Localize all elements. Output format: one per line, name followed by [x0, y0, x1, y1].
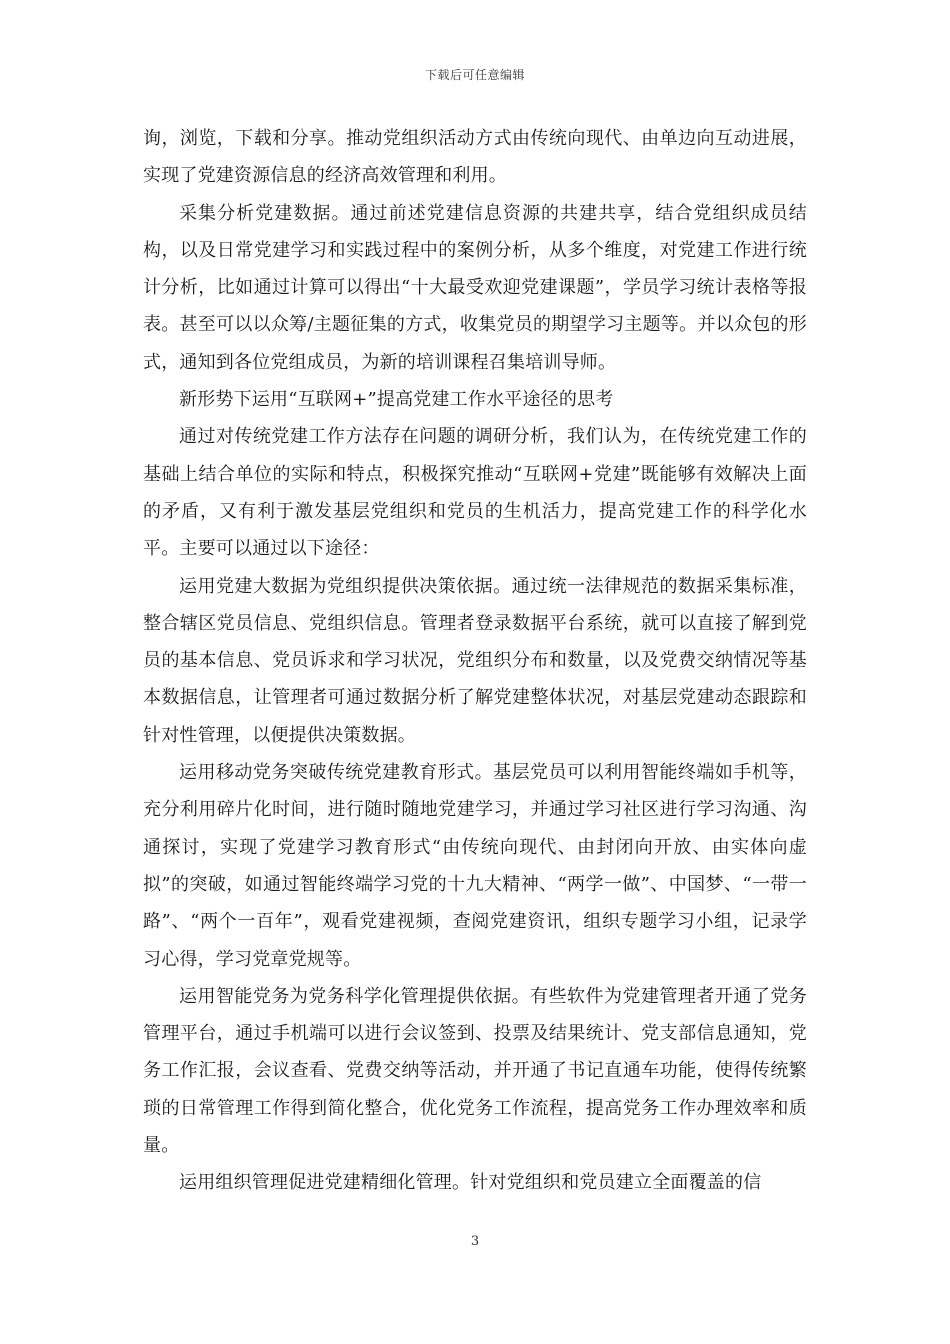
paragraph-continuation: 询，浏览，下载和分享。推动党组织活动方式由传统向现代、由单边向互动进展，实现了党建资源信息的经济高效管理和利用。 — [143, 128, 807, 187]
paragraph-data-analysis: 采集分析党建数据。通过前述党建信息资源的共建共享，结合党组织成员结构，以及日常党建学习和实践过程中的案例分析，从多个维度，对党建工作进行统计分析，比如通过计算可以得出“十大最受欢迎党建课题”，学员学习统计表格等报表。甚至可以以众筹/主题征集的方式，收集党员的期望学习主题等。并以众包的形式，通知到各位党组成员，为新的培训课程召集培训导师。 — [143, 202, 807, 373]
paragraph-big-data: 运用党建大数据为党组织提供决策依据。通过统一法律规范的数据采集标准，整合辖区党员信息、党组织信息。管理者登录数据平台系统，就可以直接了解到党员的基本信息、党员诉求和学习状况，党组织分布和数量，以及党费交纳情况等基本数据信息，让管理者可通过数据分析了解党建整体状况，对基层党建动态跟踪和针对性管理，以便提供决策数据。 — [143, 575, 807, 746]
paragraph-intro: 通过对传统党建工作方法存在问题的调研分析，我们认为，在传统党建工作的基础上结合单位的实际和特点，积极探究推动“互联网+党建”既能够有效解决上面的矛盾，又有利于激发基层党组织和党员的生机活力，提高党建工作的科学化水平。主要可以通过以下途径： — [143, 426, 807, 560]
document-body — [143, 120, 807, 1202]
paragraph-smart-party: 运用智能党务为党务科学化管理提供依据。有些软件为党建管理者开通了党务管理平台，通过手机端可以进行会议签到、投票及结果统计、党支部信息通知，党务工作汇报，会议查看、党费交纳等活动，并开通了书记直通车功能，使得传统繁琐的日常管理工作得到简化整合，优化党务工作流程，提高党务工作办理效率和质量。 — [143, 985, 807, 1157]
paragraph-mobile-party: 运用移动党务突破传统党建教育形式。基层党员可以利用智能终端如手机等，充分利用碎片化时间，进行随时随地党建学习，并通过学习社区进行学习沟通、沟通探讨，实现了党建学习教育形式“由传统向现代、由封闭向开放、由实体向虚拟”的突破，如通过智能终端学习党的十九大精神、“两学一做”、中国梦、“一带一路”、“两个一百年”，观看党建视频，查阅党建资讯，组织专题学习小组，记录学习心得，学习党章党规等。 — [143, 762, 807, 970]
section-heading: 新形势下运用“互联网+”提高党建工作水平途径的思考 — [179, 389, 614, 411]
page-header: 下载后可任意编辑 — [424, 68, 525, 82]
page-number: 3 — [470, 1234, 480, 1249]
paragraph-org-management: 运用组织管理促进党建精细化管理。针对党组织和党员建立全面覆盖的信 — [179, 1172, 762, 1194]
